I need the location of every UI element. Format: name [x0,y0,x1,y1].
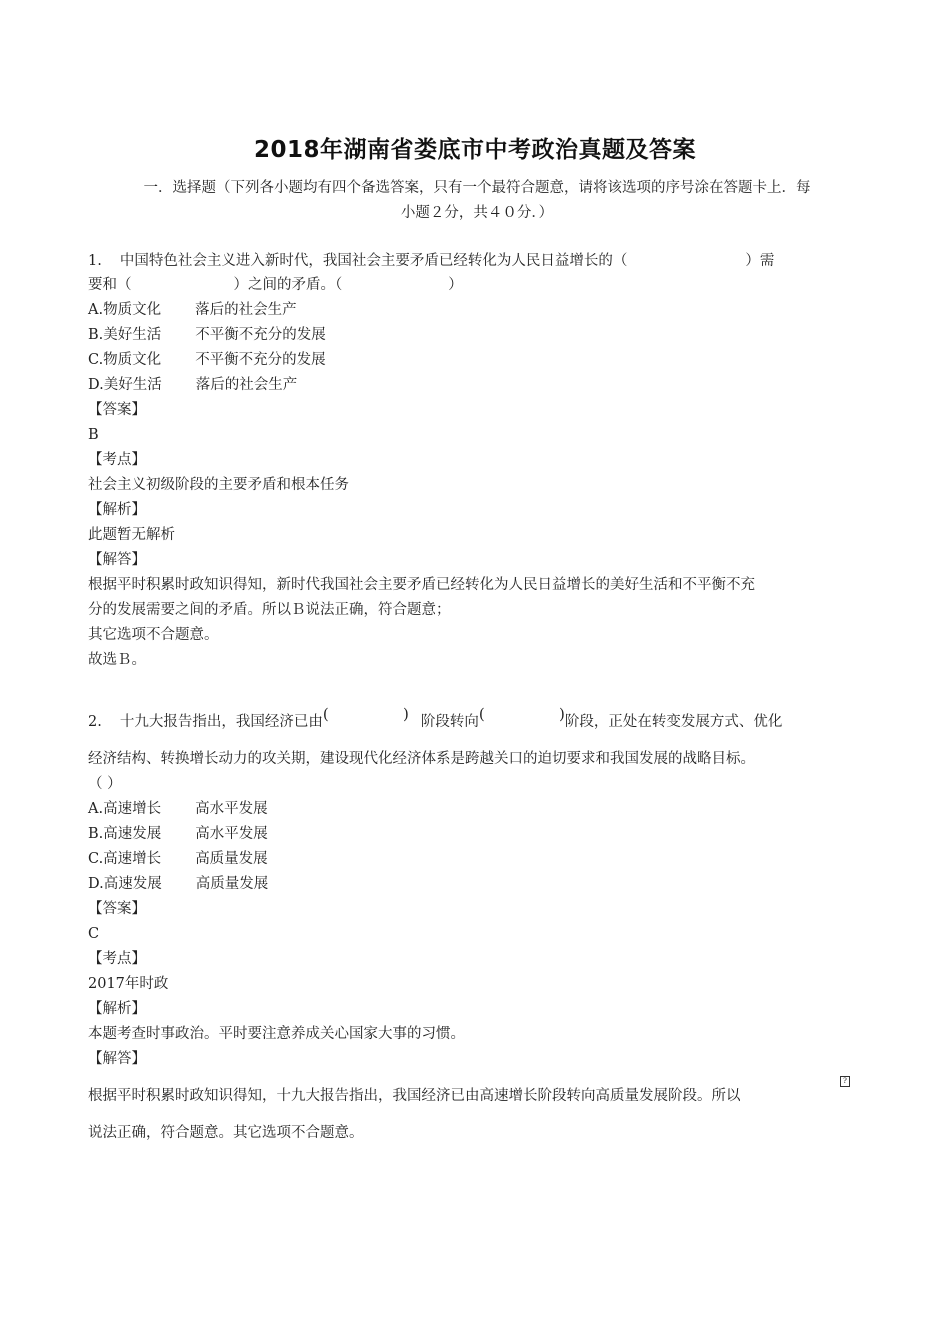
q2-stem-part-c: 阶段，正处在转变发展方式、优化 [564,714,783,730]
q1-stem-part-a: 中国特色社会主义进入新时代，我国社会主要矛盾已经转化为人民日益增长的（ [119,253,628,269]
q1-jieda-line-4: 故选Ｂ。 [88,652,146,668]
q2-blank-1: ( ) [322,705,409,723]
q1-stem-part-d: ）之间的矛盾。（ [233,277,343,293]
q1-option-a: A.物质文化 落后的社会生产 [88,302,297,318]
q1-jieda-line-1: 根据平时积累时政知识得知，新时代我国社会主要矛盾已经转化为人民日益增长的美好生活和不平衡不充 [88,577,755,593]
embedded-image-placeholder-icon: ? [840,1076,850,1087]
q1-jieda-line-2: 分的发展需要之间的矛盾。所以Ｂ说法正确，符合题意； [88,602,451,618]
q1-jiexi-label: 【解析】 [88,502,146,518]
q1-kaodian: 社会主义初级阶段的主要矛盾和根本任务 [88,477,349,493]
q1-option-d: D.美好生活 落后的社会生产 [88,377,298,393]
q1-number: 1. [88,253,102,269]
q2-option-a: A.高速增长 高水平发展 [88,801,268,817]
q2-jiexi-label: 【解析】 [88,1001,146,1017]
q2-answer-label: 【答案】 [88,901,146,917]
q2-option-c: C.高速增长 高质量发展 [88,851,268,867]
q2-stem-line-2: 经济结构、转换增长动力的攻关期，建设现代化经济体系是跨越关口的迫切要求和我国发展的战略目标。 [88,751,755,767]
q2-stem-line-3: （ ） [88,776,122,792]
q1-stem-line-1 [88,251,774,271]
q2-stem-line-1 [88,705,783,732]
q1-stem-part-b: ）需 [745,253,775,269]
q1-kaodian-label: 【考点】 [88,452,146,468]
q2-stem-part-a: 十九大报告指出，我国经济已由 [119,714,323,730]
q1-option-b: B.美好生活 不平衡不充分的发展 [88,327,326,343]
q2-number: 2. [88,714,102,730]
q1-stem-part-e: ） [448,277,463,293]
q1-answer: B [88,427,99,443]
q2-jieda-label: 【解答】 [88,1051,146,1067]
q1-option-c: C.物质文化 不平衡不充分的发展 [88,352,326,368]
q1-jieda-line-3: 其它选项不合题意。 [88,627,219,643]
q2-option-b: B.高速发展 高水平发展 [88,826,268,842]
section-line-1: 一．选择题（下列各小题均有四个备选答案，只有一个最符合题意，请将该选项的序号涂在答题卡上．每 [143,180,811,196]
q2-jieda-line-1: 根据平时积累时政知识得知，十九大报告指出，我国经济已由高速增长阶段转向高质量发展阶段。所以 [88,1088,741,1104]
q1-stem-part-c: 要和（ [88,277,132,293]
q2-kaodian: 2017年时政 [88,976,169,992]
q1-jieda-label: 【解答】 [88,552,146,568]
q1-answer-label: 【答案】 [88,402,146,418]
q2-jieda-line-2: 说法正确，符合题意。其它选项不合题意。 [88,1125,364,1141]
q2-jiexi: 本题考查时事政治。平时要注意养成关心国家大事的习惯。 [88,1026,465,1042]
q1-stem-line-2 [88,275,463,295]
q2-option-d: D.高速发展 高质量发展 [88,876,269,892]
q2-kaodian-label: 【考点】 [88,951,146,967]
section-instructions [92,176,862,226]
section-line-2: 小题２分，共４０分．） [400,205,554,221]
document-title: 2018年湖南省娄底市中考政治真题及答案 [253,137,696,163]
q2-answer: C [88,926,100,942]
q2-blank-2: ( ) [478,705,565,723]
q2-stem-part-b: 阶段转向 [420,714,479,730]
q1-jiexi: 此题暂无解析 [88,527,175,543]
